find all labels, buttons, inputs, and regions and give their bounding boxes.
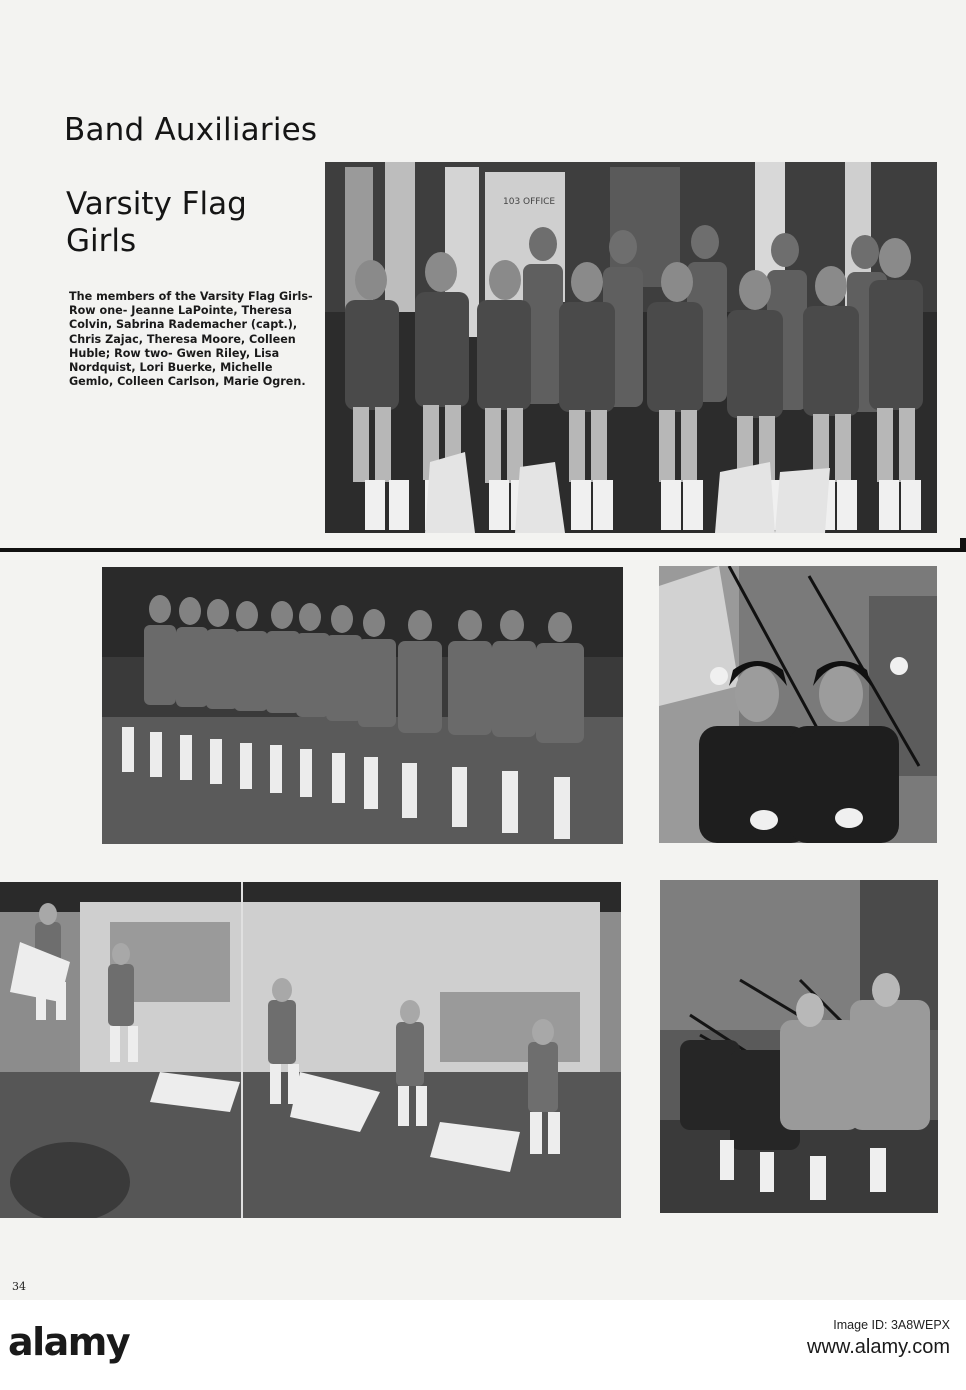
image-id-label: Image ID: 3A8WEPX [833, 1318, 950, 1332]
two-girls-flags-photo [659, 566, 937, 843]
stock-footer [0, 1300, 966, 1390]
page-number: 34 [12, 1280, 26, 1293]
gym-performance-photo [0, 882, 621, 1218]
photo-caption: The members of the Varsity Flag Girls-Row one- Jeanne LaPointe, Theresa Colvin, Sabrina Rademacher (capt.), Chris Zajac, Theresa Moore, Colleen Huble; Row two- Gwen Riley, Lisa Nordquist, Lori Buerke, Michelle Gemlo, Colleen Carlson, Marie Ogren. [69, 290, 313, 389]
divider-edge [960, 538, 966, 552]
kneeling-routine-photo [660, 880, 938, 1213]
footer-url[interactable]: www.alamy.com [807, 1336, 950, 1358]
section-divider [0, 548, 966, 552]
door-sign-text: 103 OFFICE [503, 197, 556, 207]
page-title: Band Auxiliaries [64, 112, 318, 148]
group-portrait-photo [325, 162, 937, 533]
section-subtitle: Varsity Flag Girls [66, 186, 247, 259]
outdoor-line-photo [102, 567, 623, 844]
alamy-logo: alamy [8, 1320, 130, 1364]
